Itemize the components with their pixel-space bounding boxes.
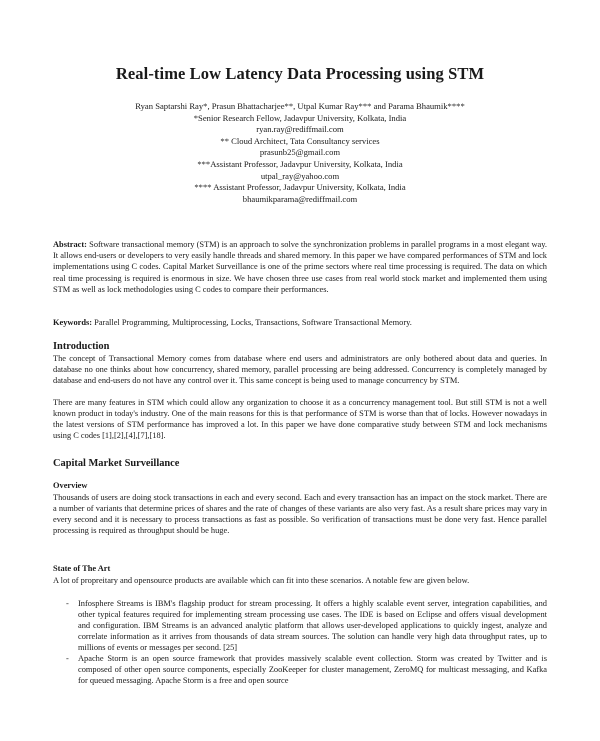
affiliation-4: **** Assistant Professor, Jadavpur University, Kolkata, India bbox=[194, 182, 406, 193]
list-item-text: Apache Storm is an open source framework that provides massively scalable event collection. Storm was created by Twitter and is composed of other open source components, especially ZooKeeper for cluster management, ZeroMQ for multicast messaging, and Kafka for queued messaging. Apache Storm is a free and open source bbox=[78, 654, 547, 685]
cms-heading: Capital Market Surveillance bbox=[53, 458, 180, 469]
keywords bbox=[53, 317, 547, 328]
abstract-text: Software transactional memory (STM) is an approach to solve the synchronization problems in parallel programs in a most elegant way. It allows end-users or developers to very easily handle threads and shared memory. In this paper we have compared performances of STM and lock implementations using C codes. Capital Market Surveillance is one of the prime sectors where real time processing is required. The data on which real time processing is required is enormous in size. We have chosen three use cases from real world stock market and implemented them using STM as well as lock methodologies using C codes to compare their performances. bbox=[53, 240, 548, 294]
affiliation-1: *Senior Research Fellow, Jadavpur University, Kolkata, India bbox=[193, 112, 407, 123]
list-item bbox=[66, 653, 547, 686]
paper-title: Real-time Low Latency Data Processing using STM bbox=[115, 64, 485, 83]
author-block bbox=[60, 101, 540, 205]
abstract bbox=[53, 239, 547, 295]
introduction-paragraph-1: The concept of Transactional Memory comes from database where end users and administrators are only bothered about data and queries. In database no one thinks about how concurrency, shared memory, parallel processing are being addressed. Concurrency is completely managed by database and end-users do not have any control over it. This same concept is being used to manage concurrency by STM. bbox=[53, 354, 547, 385]
email-3: utpal_ray@yahoo.com bbox=[260, 170, 340, 181]
author-names: Ryan Saptarshi Ray*, Prasun Bhattacharjee**, Utpal Kumar Ray*** and Parama Bhaumik**** bbox=[135, 101, 465, 111]
list-item bbox=[66, 598, 547, 653]
introduction-paragraph-2: There are many features in STM which could allow any organization to choose it as a concurrency management tool. But still STM is not a well known product in today's industry. One of the main reasons for this is that performance of STM is worse than that of locks. However nowadays in the latest versions of STM performance has improved a lot. In this paper we have done comparative study between STM and lock mechanisms using C codes [1],[2],[4],[7],[18]. bbox=[53, 398, 547, 440]
bullet-mark: - bbox=[66, 599, 69, 608]
affiliation-3: ***Assistant Professor, Jadavpur University, Kolkata, India bbox=[197, 158, 403, 169]
products-list bbox=[66, 598, 547, 686]
abstract-label: Abstract: bbox=[53, 240, 87, 249]
email-1: ryan.ray@rediffmail.com bbox=[256, 124, 344, 135]
introduction-heading: Introduction bbox=[53, 341, 110, 352]
overview-heading: Overview bbox=[53, 481, 88, 490]
email-2: prasunb25@gmail.com bbox=[259, 147, 341, 158]
list-item-text: Infosphere Streams is IBM's flagship product for stream processing. It offers a highly scalable event server, integration capabilities, and other typical features required for implementing stream processing use cases. The IDE is based on Eclipse and offers visual development and configuration. IBM Streams is an advanced analytic platform that allows user-developed applications to quickly ingest, analyze and correlate information as it arrives from thousands of data stream sources. The solution can handle very high data throughput rates, up to millions of events or messages per second. [25] bbox=[78, 599, 547, 652]
bullet-mark: - bbox=[66, 654, 69, 663]
email-4: bhaumikparama@rediffmail.com bbox=[242, 193, 358, 204]
keywords-text: Parallel Programming, Multiprocessing, Locks, Transactions, Software Transactional Memory. bbox=[94, 318, 412, 327]
overview-paragraph: Thousands of users are doing stock transactions in each and every second. Each and every transaction has an impact on the stock market. There are a number of variants that determine prices of shares and the rate of changes of these variants are also very fast. As a result share prices may vary in every second and it is necessary to process transactions as fast as possible. So verification of transactions must be done very fast. Hence parallel processing is required as throughput should be huge. bbox=[53, 493, 547, 535]
state-of-art-heading: State of The Art bbox=[53, 564, 111, 573]
state-of-art-paragraph: A lot of propreitary and opensource products are available which can fit into these scenarios. A notable few are given below. bbox=[53, 576, 470, 585]
keywords-label: Keywords: bbox=[53, 318, 93, 327]
affiliation-2: ** Cloud Architect, Tata Consultancy services bbox=[220, 135, 380, 146]
